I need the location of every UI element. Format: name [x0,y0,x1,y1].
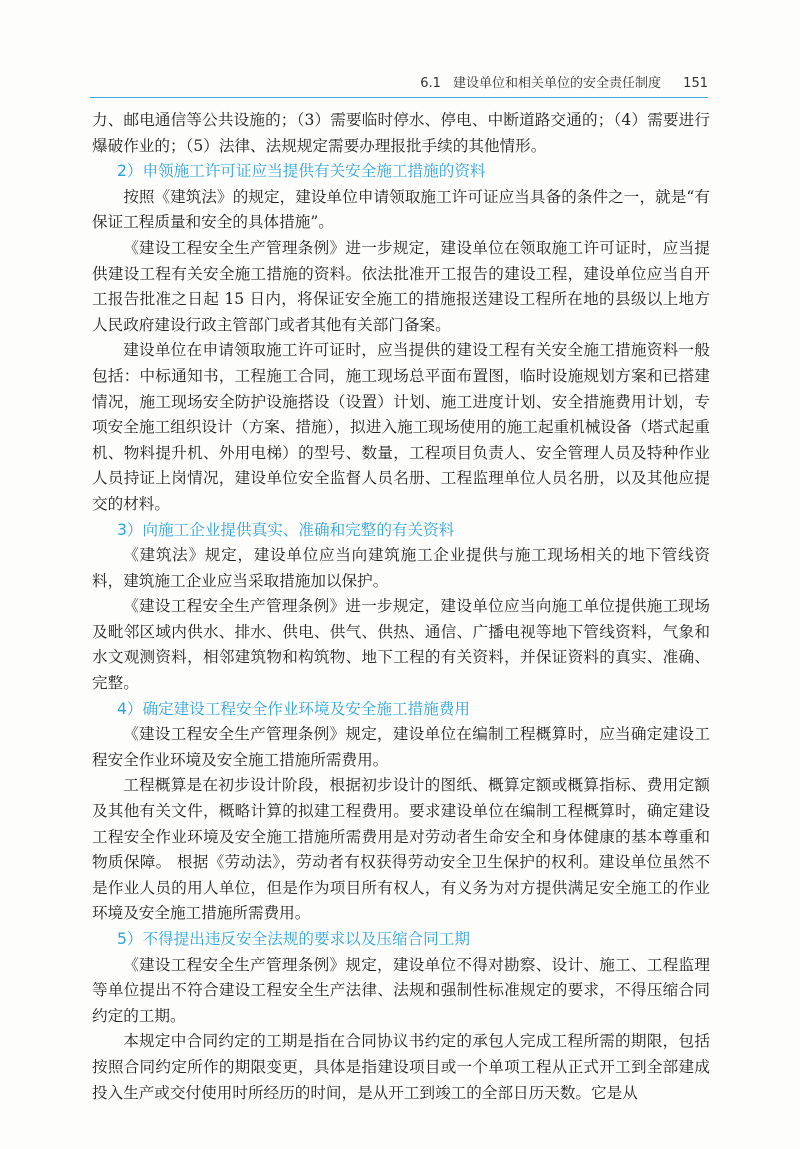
paragraph: 《建设工程安全生产管理条例》规定，建设单位不得对勘察、设计、施工、工程监理等单位提出不符合建设工程安全生产法律、法规和强制性标准规定的要求，不得压缩合同约定的工期。 [92,955,710,1025]
paragraph: 《建筑法》规定，建设单位应当向建筑施工企业提供与施工现场相关的地下管线资料，建筑施工企业应当采取措施加以保护。 [92,546,710,590]
subheading: 4）确定建设工程安全作业环境及安全施工措施费用 [116,699,470,718]
header-rule [90,97,708,98]
running-header [90,72,708,96]
paragraph: 本规定中合同约定的工期是指在合同协议书约定的承包人完成工程所需的期限，包括按照合同约定所作的期限变更，具体是指建设项目或一个单项工程从正式开工到全部建成投入生产或交付使用时所经历的时间，是从开工到竣工的全部日历天数。它是从 [92,1032,710,1102]
paragraph: 《建设工程安全生产管理条例》进一步规定，建设单位应当向施工单位提供施工现场及毗邻区域内供水、排水、供电、供气、供热、通信、广播电视等地下管线资料，气象和水文观测资料，相邻建筑物和构筑物、地下工程的有关资料，并保证资料的真实、准确、完整。 [92,597,710,693]
paragraph: 建设单位在申请领取施工许可证时，应当提供的建设工程有关安全施工措施资料一般包括：中标通知书，工程施工合同，施工现场总平面布置图，临时设施规划方案和已搭建情况，施工现场安全防护设施搭设（设置）计划、施工进度计划、安全措施费用计划，专项安全施工组织设计（方案、措施），拟进入施工现场使用的施工起重机械设备（塔式起重机、物料提升机、外用电梯）的型号、数量，工程项目负责人、安全管理人员及特种作业人员持证上岗情况，建设单位安全监督人员名册、工程监理单位人员名册，以及其他应提交的材料。 [92,341,710,513]
page-number: 151 [683,76,708,91]
page-body [92,108,710,1106]
paragraph: 《建设工程安全生产管理条例》规定，建设单位在编制工程概算时，应当确定建设工程安全作业环境及安全施工措施所需费用。 [92,725,710,769]
paragraph: 《建设工程安全生产管理条例》进一步规定，建设单位在领取施工许可证时，应当提供建设工程有关安全施工措施的资料。依法批准开工报告的建设工程，建设单位应当自开工报告批准之日起 15 日内，将保证安全施工的措施报送建设工程所在地的县级以上地方人民政府建设行政主管部门或者其他有关部门备案。 [92,238,710,334]
subheading: 3）向施工企业提供真实、准确和完整的有关资料 [116,520,455,539]
paragraph: 按照《建筑法》的规定，建设单位申请领取施工许可证应当具备的条件之一，就是“有保证工程质量和安全的具体措施”。 [92,187,710,232]
paragraph: 力、邮电通信等公共设施的；（3）需要临时停水、停电、中断道路交通的；（4）需要进行爆破作业的；（5）法律、法规规定需要办理报批手续的其他情形。 [92,111,710,155]
section-number: 6.1 [420,76,441,91]
subheading: 5）不得提出违反安全法规的要求以及压缩合同工期 [116,930,470,948]
subheading: 2）申领施工许可证应当提供有关安全施工措施的资料 [116,162,486,181]
section-title: 建设单位和相关单位的安全责任制度 [453,76,662,91]
paragraph: 工程概算是在初步设计阶段，根据初步设计的图纸、概算定额或概算指标、费用定额及其他有关文件，概略计算的拟建工程费用。要求建设单位在编制工程概算时，确定建设工程安全作业环境及安全施工措施所需费用是对劳动者生命安全和身体健康的基本尊重和物质保障。 根据《劳动法》，劳动者有权获得劳动安全卫生保护的权利。建设单位虽然不是作业人员的用人单位，但是作为项目所有权人，有义务为对方提供满足安全施工的作业环境及安全施工措施所需费用。 [92,776,710,923]
